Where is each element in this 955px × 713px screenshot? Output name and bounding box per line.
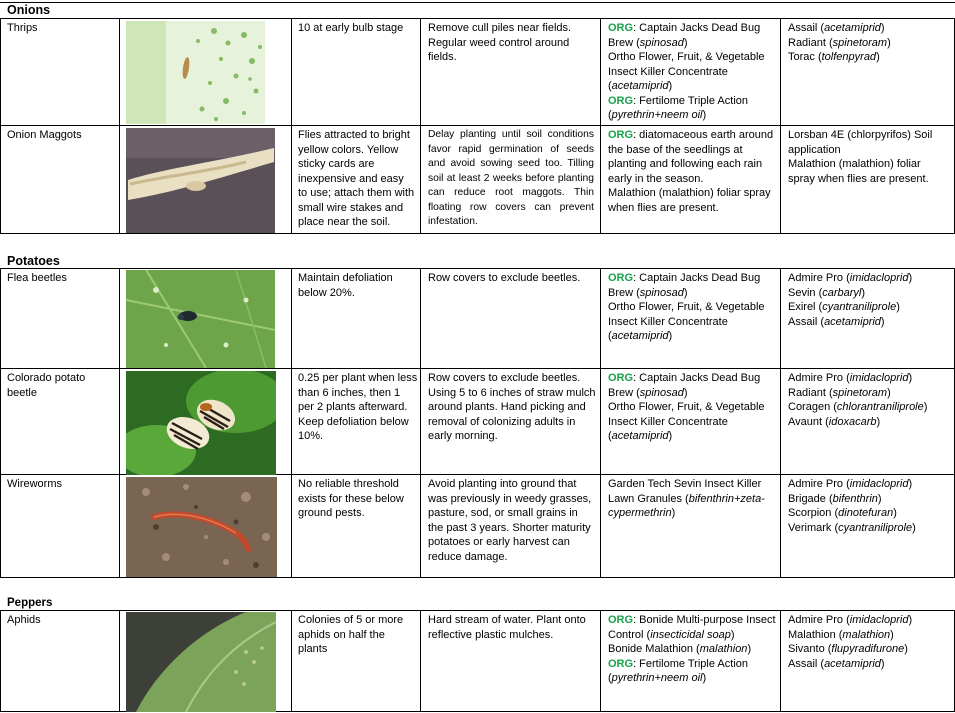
- organic-products-thrips: [608, 21, 776, 123]
- active-ingredient: cyantraniliprole: [822, 301, 897, 313]
- product-line: Malathion (malathion) foliar spray when flies are present.: [788, 158, 929, 185]
- threshold-flea-beetles: Maintain defoliation below 20%.: [298, 272, 393, 299]
- organic-products-flea-beetles: [608, 271, 776, 344]
- cultural-wireworms: Avoid planting into ground that was previously in weedy grasses, pasture, sod, or small grains in the past 3 years. Shorter maturity potatoes or early harvest can reduce damage.: [428, 478, 592, 563]
- commercial-products-colorado-potato-beetle: [788, 371, 952, 429]
- active-ingredient: acetamiprid: [824, 657, 881, 670]
- product-line: Admire Pro (imidacloprid): [788, 272, 913, 284]
- product-line: ORG: Captain Jacks Dead Bug Brew (spinosad): [608, 372, 761, 399]
- active-ingredient: spinetoram: [832, 386, 888, 399]
- threshold-onion-maggots: Flies attracted to bright yellow colors. Yellow sticky cards are inexpensive and easy to use; attach them with small wire stakes and place near the soil.: [298, 129, 415, 228]
- cultural-onion-maggots: Delay planting until soil conditions favor rapid germination of seeds and avoid sowing seed too. Tilling soil at least 2 weeks before planting can reduce root maggots. Thin floating row covers can prevent infestation.: [428, 129, 594, 227]
- active-ingredient: acetamiprid: [824, 315, 881, 328]
- product-line: Admire Pro (imidacloprid): [788, 478, 913, 490]
- row-divider: [0, 268, 955, 269]
- cultural-thrips: Remove cull piles near fields. Regular weed control around fields.: [428, 22, 572, 63]
- product-line: Brigade (bifenthrin): [788, 492, 882, 505]
- commercial-products-onion-maggots: [788, 128, 950, 186]
- product-line: Admire Pro (imidacloprid): [788, 372, 913, 384]
- product-line: Admire Pro (imidacloprid): [788, 614, 913, 626]
- row-divider: [0, 368, 955, 369]
- active-ingredient: imidacloprid: [849, 614, 909, 626]
- product-line: Ortho Flower, Fruit, & Vegetable Insect Killer Concentrate (acetamiprid): [608, 401, 765, 442]
- commercial-products-thrips: [788, 21, 950, 65]
- thrips-photo: [126, 21, 265, 124]
- active-ingredient: pyrethrin+neem oil: [611, 109, 703, 121]
- row-divider: [0, 577, 955, 578]
- active-ingredient: pyrethrin+neem oil: [611, 672, 703, 684]
- colorado-potato-beetle-photo: [126, 371, 276, 475]
- commercial-products-aphids: [788, 613, 950, 671]
- cultural-colorado-potato-beetle: Row covers to exclude beetles. Using 5 to 6 inches of straw mulch around plants. Hand picking and removal of colonizing adults in early morning.: [428, 372, 596, 442]
- active-ingredient: bifenthrin+zeta-cypermethrin: [608, 492, 765, 519]
- pest-name-thrips: Thrips: [7, 22, 38, 34]
- product-line: ORG: Bonide Multi-purpose Insect Control (insecticidal soap): [608, 614, 776, 641]
- product-line: Lorsban 4E (chlorpyrifos) Soil application: [788, 129, 933, 156]
- active-ingredient: flupyradifurone: [831, 643, 905, 655]
- product-line: ORG: Captain Jacks Dead Bug Brew (spinosad): [608, 22, 761, 49]
- row-divider: [0, 18, 955, 19]
- product-line: Scorpion (dinotefuran): [788, 507, 897, 519]
- organic-products-aphids: [608, 613, 776, 686]
- active-ingredient: spinosad: [639, 386, 684, 399]
- threshold-thrips: 10 at early bulb stage: [298, 22, 404, 34]
- pest-name-wireworms: Wireworms: [7, 478, 62, 490]
- active-ingredient: idoxacarb: [828, 415, 877, 428]
- organic-label: ORG: [608, 372, 634, 384]
- active-ingredient: cyantraniliprole: [838, 521, 913, 534]
- cultural-aphids: Hard stream of water. Plant onto reflective plastic mulches.: [428, 614, 586, 641]
- organic-products-onion-maggots: [608, 128, 776, 215]
- threshold-aphids: Colonies of 5 or more aphids on half the plants: [298, 614, 404, 655]
- pest-name-onion-maggots: Onion Maggots: [7, 129, 82, 141]
- product-line: Torac (tolfenpyrad): [788, 51, 880, 63]
- active-ingredient: acetamiprid: [611, 430, 669, 442]
- product-line: Radiant (spinetoram): [788, 386, 891, 399]
- product-line: Sevin (carbaryl): [788, 286, 866, 299]
- product-line: Verimark (cyantraniliprole): [788, 521, 916, 534]
- flea-beetle-photo: [126, 270, 275, 368]
- onion-maggot-photo: [126, 128, 275, 233]
- pest-name-colorado-potato-beetle: Colorado potato beetle: [7, 372, 86, 399]
- threshold-colorado-potato-beetle: 0.25 per plant when less than 6 inches, then 1 per 2 plants afterward. Keep defoliation below 10%.: [298, 372, 418, 442]
- product-line: ORG: Captain Jacks Dead Bug Brew (spinosad): [608, 272, 761, 299]
- product-line: ORG: diatomaceous earth around the base of the seedlings at planting and following each rain early in the season.: [608, 129, 774, 185]
- product-line: Coragen (chlorantraniliprole): [788, 401, 928, 413]
- product-line: Assail (acetamiprid): [788, 657, 885, 670]
- section-heading-potatoes: Potatoes: [7, 254, 60, 268]
- active-ingredient: insecticidal soap: [650, 628, 731, 641]
- product-line: Radiant (spinetoram): [788, 36, 891, 49]
- product-line: Malathion (malathion) foliar spray when flies are present.: [608, 187, 771, 214]
- organic-label: ORG: [608, 614, 634, 626]
- product-line: ORG: Fertilome Triple Action (pyrethrin+neem oil): [608, 94, 748, 121]
- product-line: Bonide Malathion (malathion): [608, 643, 752, 655]
- active-ingredient: spinosad: [639, 36, 684, 49]
- commercial-products-flea-beetles: [788, 271, 950, 329]
- organic-label: ORG: [608, 94, 634, 107]
- active-ingredient: imidacloprid: [849, 478, 909, 490]
- pest-name-aphids: Aphids: [7, 614, 41, 626]
- table-top-border: [0, 2, 955, 3]
- organic-products-colorado-potato-beetle: [608, 371, 776, 444]
- section-heading-peppers: Peppers: [7, 597, 53, 609]
- active-ingredient: malathion: [699, 643, 748, 655]
- row-divider: [0, 610, 955, 611]
- commercial-products-wireworms: [788, 477, 950, 535]
- product-line: Sivanto (flupyradifurone): [788, 643, 908, 655]
- organic-label: ORG: [608, 22, 634, 34]
- organic-products-wireworms: [608, 477, 776, 521]
- threshold-wireworms: No reliable threshold exists for these below ground pests.: [298, 478, 404, 519]
- product-line: Garden Tech Sevin Insect Killer Lawn Granules (bifenthrin+zeta-cypermethrin): [608, 478, 765, 519]
- product-line: ORG: Fertilome Triple Action (pyrethrin+neem oil): [608, 657, 748, 684]
- product-line: Assail (acetamiprid): [788, 315, 885, 328]
- wireworm-photo: [126, 477, 277, 577]
- section-heading-onions: Onions: [7, 3, 51, 17]
- active-ingredient: malathion: [842, 628, 891, 641]
- active-ingredient: bifenthrin: [832, 492, 878, 505]
- active-ingredient: imidacloprid: [849, 272, 909, 284]
- active-ingredient: tolfenpyrad: [821, 51, 877, 63]
- row-divider: [0, 125, 955, 126]
- aphids-photo: [126, 612, 276, 712]
- product-line: Avaunt (idoxacarb): [788, 415, 881, 428]
- active-ingredient: acetamiprid: [611, 80, 669, 92]
- organic-label: ORG: [608, 272, 634, 284]
- active-ingredient: acetamiprid: [611, 330, 669, 342]
- pest-name-flea-beetles: Flea beetles: [7, 272, 67, 284]
- organic-label: ORG: [608, 129, 634, 141]
- product-line: Assail (acetamiprid): [788, 22, 885, 34]
- active-ingredient: carbaryl: [822, 286, 862, 299]
- cultural-flea-beetles: Row covers to exclude beetles.: [428, 272, 581, 284]
- active-ingredient: dinotefuran: [838, 507, 894, 519]
- product-line: Ortho Flower, Fruit, & Vegetable Insect Killer Concentrate (acetamiprid): [608, 51, 765, 92]
- active-ingredient: imidacloprid: [849, 372, 909, 384]
- organic-label: ORG: [608, 657, 634, 670]
- active-ingredient: spinosad: [639, 286, 684, 299]
- product-line: Exirel (cyantraniliprole): [788, 301, 900, 313]
- active-ingredient: acetamiprid: [824, 22, 881, 34]
- product-line: Ortho Flower, Fruit, & Vegetable Insect Killer Concentrate (acetamiprid): [608, 301, 765, 342]
- product-line: Malathion (malathion): [788, 628, 894, 641]
- row-divider: [0, 233, 955, 234]
- active-ingredient: spinetoram: [832, 36, 888, 49]
- active-ingredient: chlorantraniliprole: [836, 401, 924, 413]
